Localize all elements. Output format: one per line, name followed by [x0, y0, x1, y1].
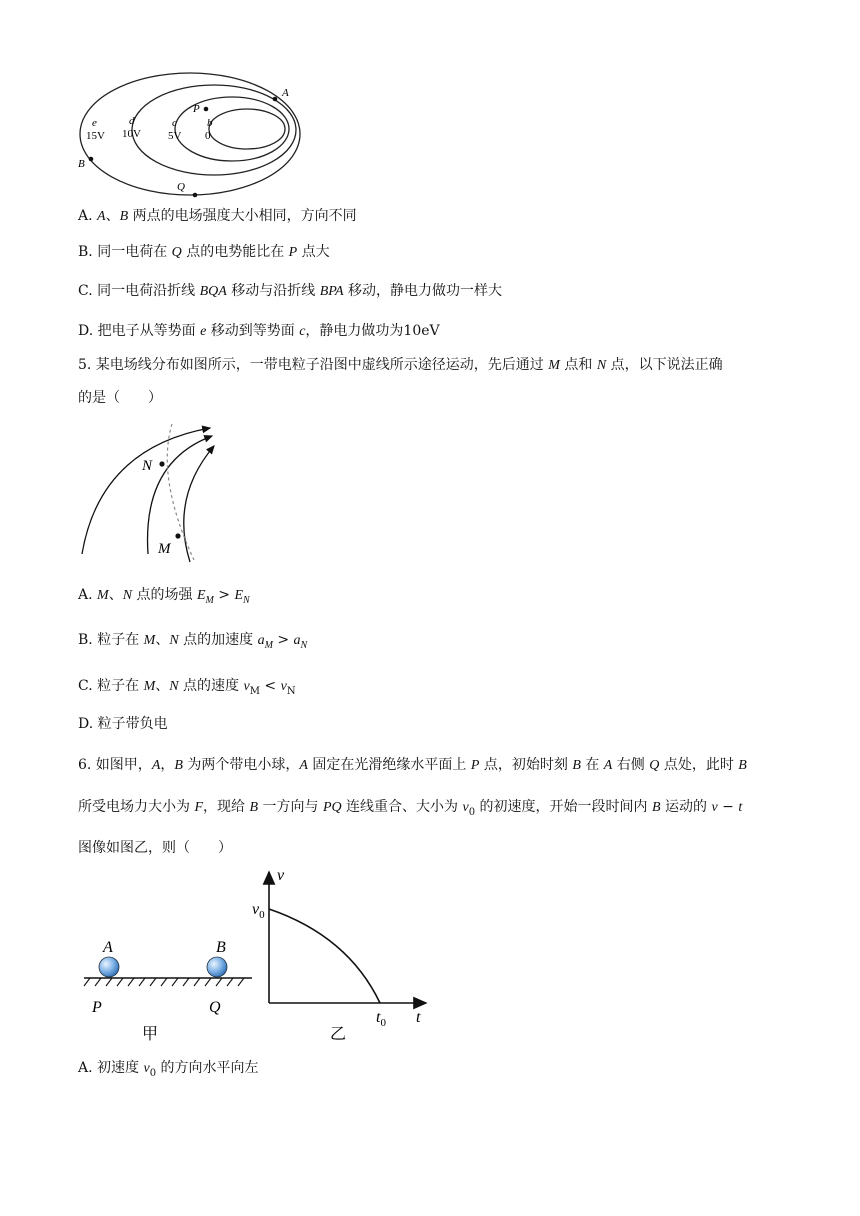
- label-c: c: [172, 117, 177, 129]
- caption-yi: 乙: [330, 1026, 347, 1043]
- label-0: 0: [205, 130, 211, 142]
- label-v-axis: v: [277, 867, 285, 884]
- q4-option-d: D. 把电子从等势面 e 移动到等势面 c，静电力做功为10eV: [78, 323, 440, 339]
- label-B: B: [78, 158, 85, 170]
- label-Q: Q: [177, 181, 185, 193]
- q6-option-a: A. 初速度 $v_0$ 的方向水平向左: [78, 1060, 259, 1079]
- q5-stem-line1: 5. 某电场线分布如图所示，一带电粒子沿图中虚线所示途径运动，先后通过 M 点和 N 点，以下说法正确: [78, 357, 723, 373]
- q5-option-d: D. 粒子带负电: [78, 716, 168, 732]
- particle-path: [167, 424, 194, 560]
- label-N: N: [142, 458, 153, 474]
- q5-option-c: C. 粒子在 M、N 点的速度 $v_M < v_N$: [78, 678, 296, 697]
- label-P: P: [193, 103, 200, 115]
- label-5V: 5V: [168, 130, 182, 142]
- field-lines-figure: [72, 418, 232, 568]
- figure-jia: [76, 928, 256, 1046]
- label-t-axis: t: [416, 1009, 421, 1026]
- equipotential-e: [80, 73, 300, 195]
- label-t0: $t_0$: [376, 1009, 386, 1029]
- ground-hatching: [84, 978, 244, 986]
- point-A: [273, 97, 278, 102]
- q5-stem-line2: 的是（ ）: [78, 390, 162, 406]
- point-N: [159, 461, 164, 466]
- field-line-3: [184, 446, 214, 562]
- q4-option-b: B. 同一电荷在 Q 点的电势能比在 P 点大: [78, 244, 330, 260]
- point-M: [175, 533, 180, 538]
- label-e: e: [92, 117, 97, 129]
- equipotential-figure: [72, 72, 302, 202]
- label-b: b: [207, 117, 213, 129]
- label-M: M: [158, 541, 171, 557]
- caption-jia: 甲: [142, 1026, 159, 1043]
- q6-stem-line2: 所受电场力大小为 F，现给 B 一方向与 PQ 连线重合、大小为 $v_0$ 的初速度，开始一段时间内 B 运动的 v − t: [78, 799, 743, 818]
- label-P-point: P: [92, 999, 102, 1016]
- q6-stem-line3: 图像如图乙，则（ ）: [78, 840, 232, 856]
- q4-option-c: C. 同一电荷沿折线 BQA 移动与沿折线 BPA 移动，静电力做功一样大: [78, 283, 503, 299]
- equipotential-b: [209, 109, 285, 149]
- ball-B: [207, 957, 227, 977]
- ball-A: [99, 957, 119, 977]
- velocity-curve: [269, 909, 380, 1003]
- q4-option-a: A. A、B 两点的电场强度大小相同，方向不同: [78, 208, 357, 224]
- label-Q-point: Q: [209, 999, 221, 1016]
- figure-yi: [248, 866, 438, 1046]
- q6-stem-line1: 6. 如图甲，A，B 为两个带电小球，A 固定在光滑绝缘水平面上 P 点，初始时刻 B 在 A 右侧 Q 点处，此时 B: [78, 757, 747, 773]
- label-B-ball: B: [216, 939, 226, 956]
- label-A-ball: A: [103, 939, 113, 956]
- point-P: [204, 107, 209, 112]
- label-d: d: [129, 115, 135, 127]
- q5-option-b: B. 粒子在 M、N 点的加速度 $a_M > a_N$: [78, 632, 308, 651]
- label-10V: 10V: [122, 128, 141, 140]
- q5-option-a: A. M、N 点的场强 $E_M > E_N$: [78, 587, 250, 606]
- point-Q: [193, 193, 198, 198]
- point-B: [89, 157, 94, 162]
- label-15V: 15V: [86, 130, 105, 142]
- label-A: A: [282, 87, 289, 99]
- label-v0: $v_0$: [252, 901, 265, 921]
